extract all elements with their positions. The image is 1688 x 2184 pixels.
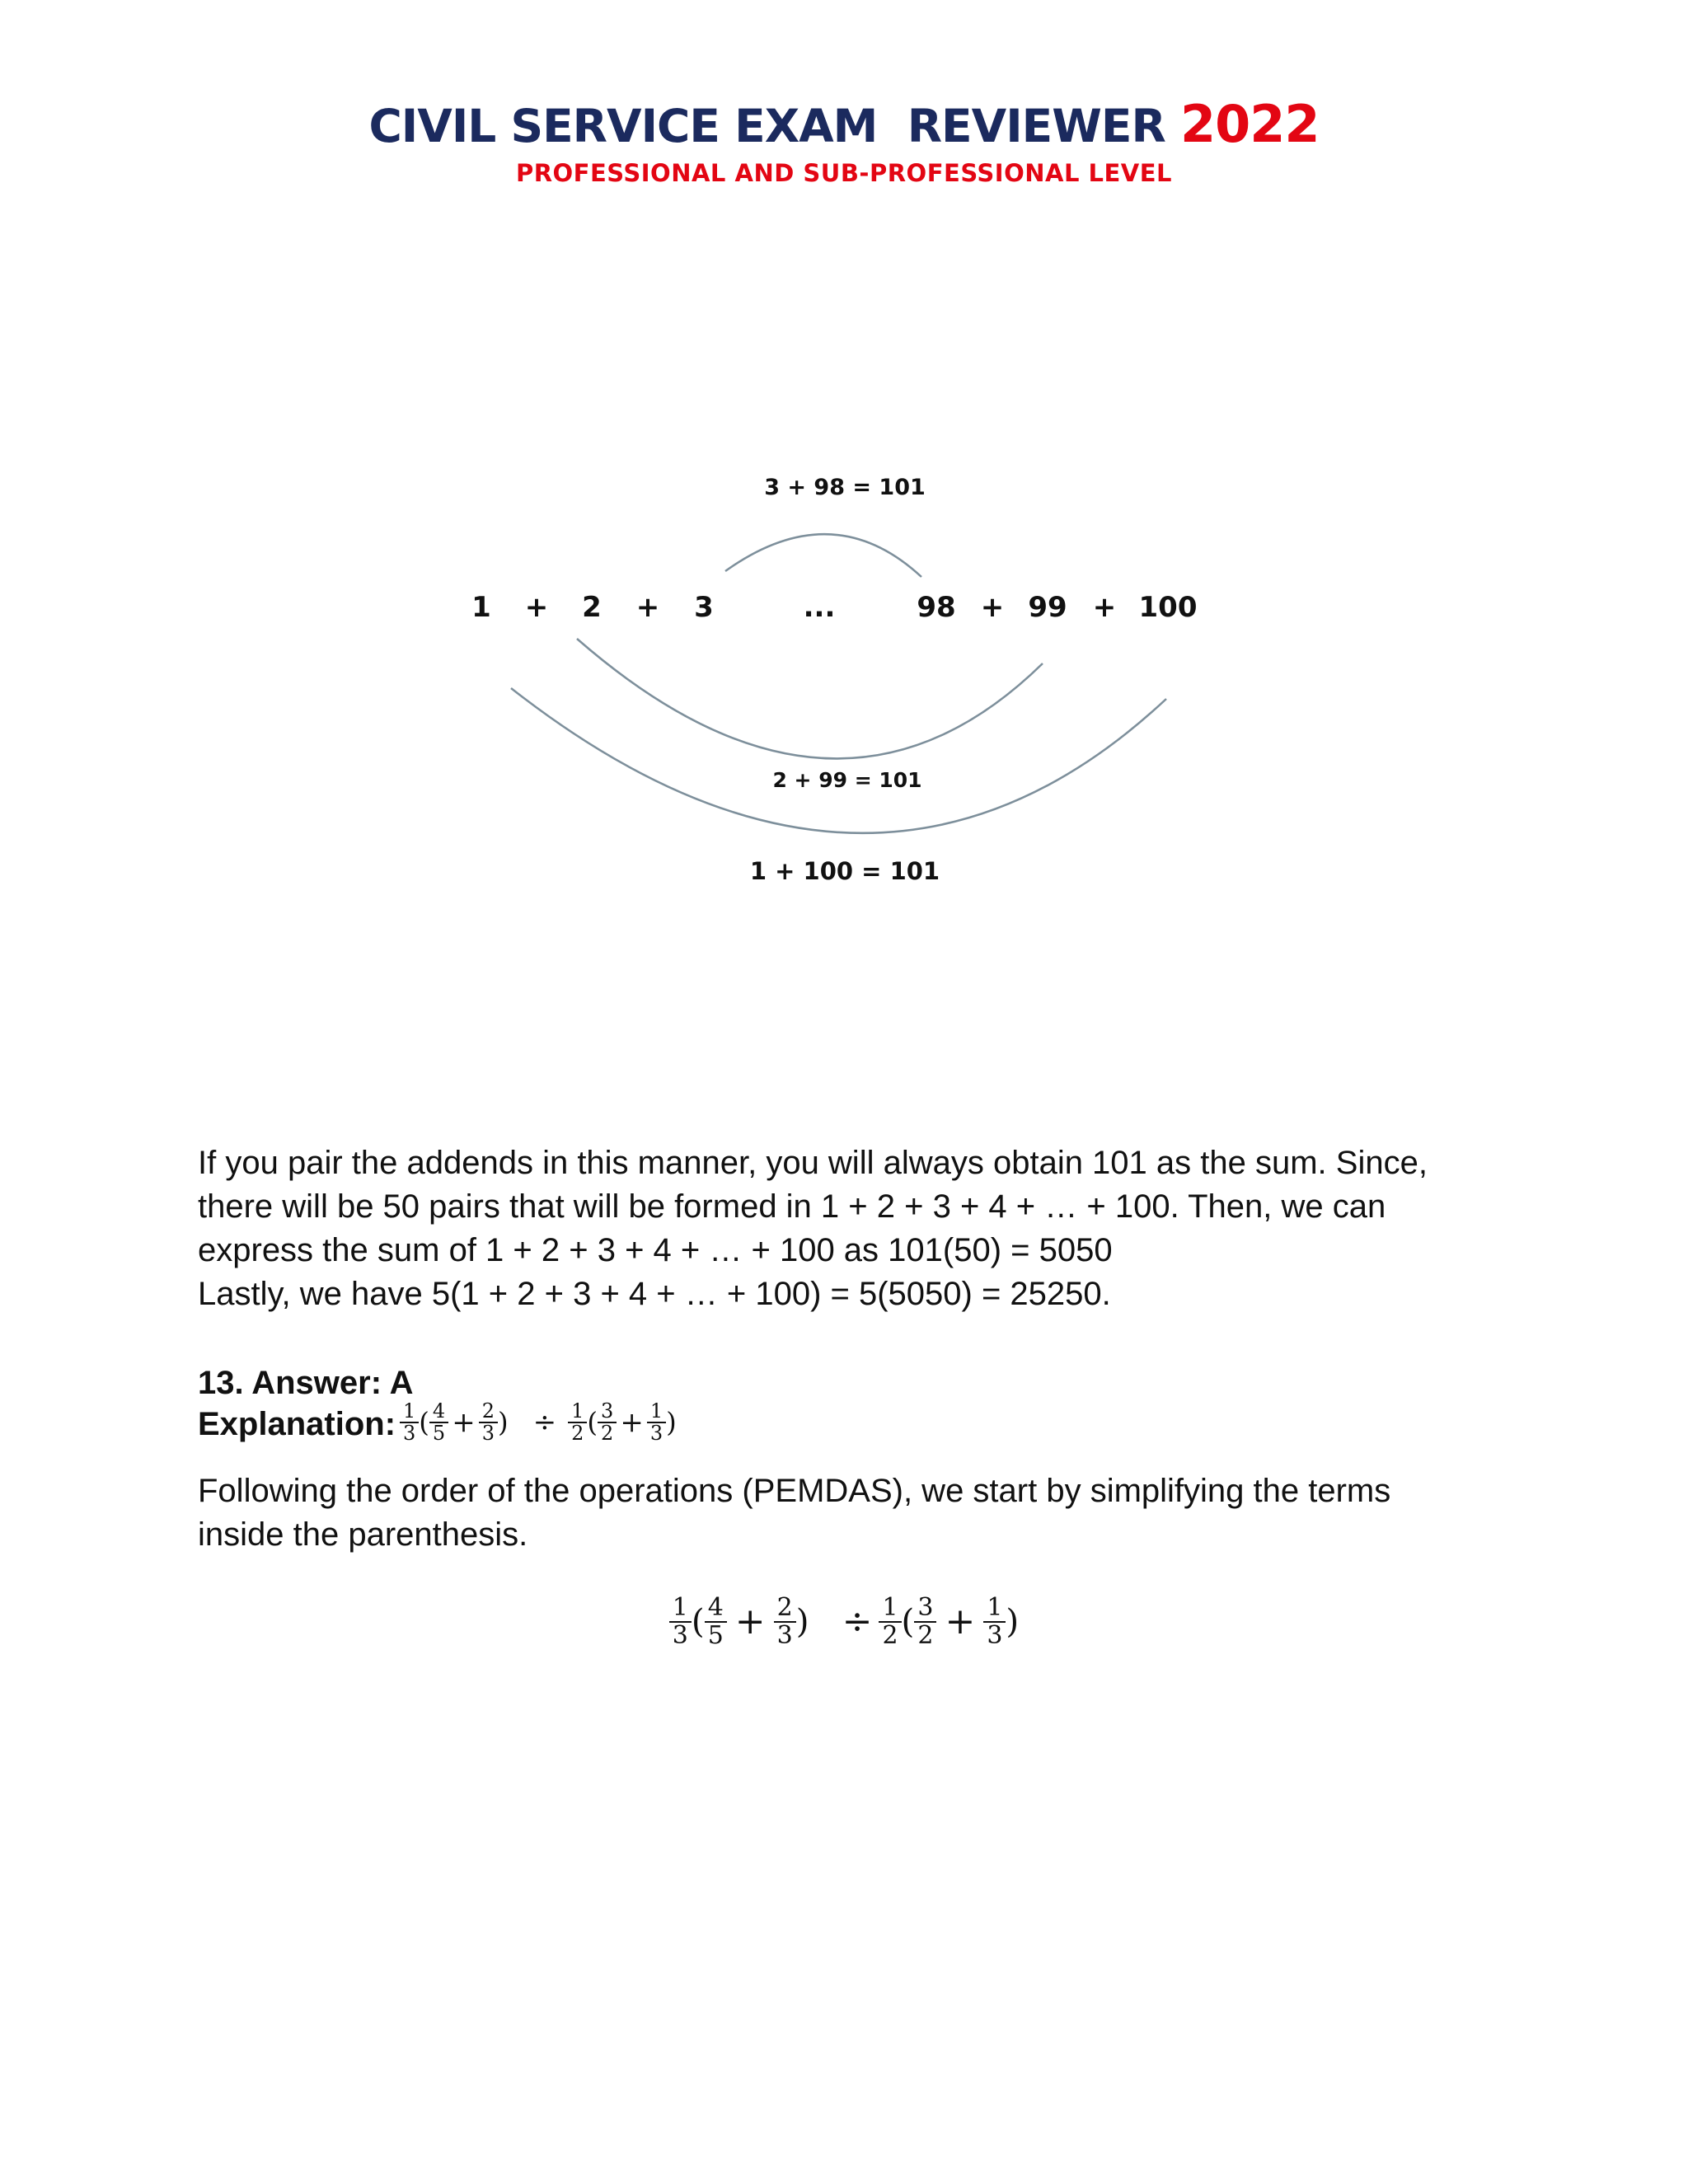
term-2: 2: [582, 591, 602, 624]
divide-sign: ÷: [532, 1406, 557, 1440]
numerator: 1: [879, 1595, 901, 1623]
denominator: 3: [481, 1422, 495, 1446]
right-paren: ): [795, 1601, 809, 1642]
fraction: [400, 1401, 419, 1444]
plus-sign: +: [452, 1406, 476, 1440]
fraction: [479, 1401, 498, 1444]
term-98: 98: [917, 591, 956, 624]
left-paren: (: [691, 1601, 705, 1642]
denominator: 2: [571, 1422, 584, 1446]
numerator: 4: [429, 1401, 448, 1423]
fraction: [429, 1401, 448, 1444]
numerator: 1: [983, 1595, 1006, 1623]
left-paren: (: [901, 1601, 915, 1642]
denominator: 3: [672, 1620, 688, 1650]
banner-title-main: CIVIL SERVICE EXAM REVIEWER: [368, 100, 1165, 152]
explanation-paragraph: [198, 1141, 1517, 1316]
denominator: 3: [649, 1422, 663, 1446]
denominator: 5: [707, 1620, 724, 1650]
paragraph-line: If you pair the addends in this manner, you will always obtain 101 as the sum. Since,: [198, 1145, 1428, 1181]
fraction: [774, 1595, 796, 1648]
fraction: [914, 1595, 936, 1648]
arc-middle: [577, 639, 1043, 758]
term-plus: +: [635, 591, 660, 624]
plus-sign: +: [945, 1601, 976, 1643]
pair-label-middle: 2 + 99 = 101: [772, 768, 922, 792]
numerator: 1: [669, 1595, 692, 1623]
display-expression-row: [0, 1595, 1688, 1648]
answer-heading: 13. Answer: A: [198, 1365, 414, 1401]
right-paren: ): [1006, 1601, 1020, 1642]
left-paren: (: [419, 1406, 429, 1438]
term-1: 1: [471, 591, 491, 624]
numerator: 1: [647, 1401, 666, 1423]
left-paren: (: [587, 1406, 598, 1438]
plus-sign: +: [734, 1601, 766, 1643]
term-plus: +: [1092, 591, 1117, 624]
numerator: 2: [774, 1595, 796, 1623]
term-plus: +: [980, 591, 1005, 624]
display-expression: [669, 1595, 1019, 1648]
term-100: 100: [1138, 591, 1198, 624]
paragraph-line: inside the parenthesis.: [198, 1516, 528, 1553]
numerator: 3: [598, 1401, 617, 1423]
divide-sign: ÷: [842, 1601, 873, 1643]
pair-label-top: 3 + 98 = 101: [764, 475, 926, 500]
denominator: 2: [601, 1422, 614, 1446]
numerator: 2: [479, 1401, 498, 1423]
banner-subtitle: PROFESSIONAL AND SUB-PROFESSIONAL LEVEL: [515, 159, 1173, 187]
fraction: [598, 1401, 617, 1444]
fraction: [705, 1595, 727, 1648]
pairing-diagram: [0, 0, 1688, 948]
numerator: 3: [914, 1595, 936, 1623]
fraction: [983, 1595, 1006, 1648]
arc-top: [725, 534, 921, 577]
paragraph-line: Lastly, we have 5(1 + 2 + 3 + 4 + … + 100) = 5(5050) = 25250.: [198, 1276, 1111, 1312]
denominator: 2: [917, 1620, 934, 1650]
explanation-label: Explanation:: [198, 1406, 396, 1442]
right-paren: ): [497, 1406, 509, 1438]
denominator: 5: [432, 1422, 446, 1446]
term-row: [471, 591, 1197, 624]
paragraph-line: express the sum of 1 + 2 + 3 + 4 + … + 100 as 101(50) = 5050: [198, 1232, 1113, 1268]
paragraph-line: there will be 50 pairs that will be formed in 1 + 2 + 3 + 4 + … + 100. Then, we can: [198, 1188, 1386, 1225]
banner-year: 2022: [1179, 94, 1320, 154]
inline-expression: [400, 1401, 677, 1444]
denominator: 3: [403, 1422, 416, 1446]
term-3: 3: [694, 591, 714, 624]
right-paren: ): [666, 1406, 677, 1438]
term-ellipsis: ...: [803, 591, 836, 624]
plus-sign: +: [620, 1406, 644, 1440]
following-paragraph: [198, 1469, 1517, 1557]
term-plus: +: [524, 591, 549, 624]
numerator: 1: [400, 1401, 419, 1423]
arc-outer: [511, 688, 1166, 833]
numerator: 4: [705, 1595, 727, 1623]
fraction: [647, 1401, 666, 1444]
denominator: 2: [882, 1620, 898, 1650]
pair-label-bottom: 1 + 100 = 101: [749, 857, 940, 885]
denominator: 3: [987, 1620, 1003, 1650]
denominator: 3: [776, 1620, 793, 1650]
term-99: 99: [1028, 591, 1067, 624]
fraction: [879, 1595, 901, 1648]
numerator: 1: [568, 1401, 587, 1423]
fraction: [568, 1401, 587, 1444]
paragraph-line: Following the order of the operations (PEMDAS), we start by simplifying the terms: [198, 1473, 1391, 1509]
fraction: [669, 1595, 692, 1648]
